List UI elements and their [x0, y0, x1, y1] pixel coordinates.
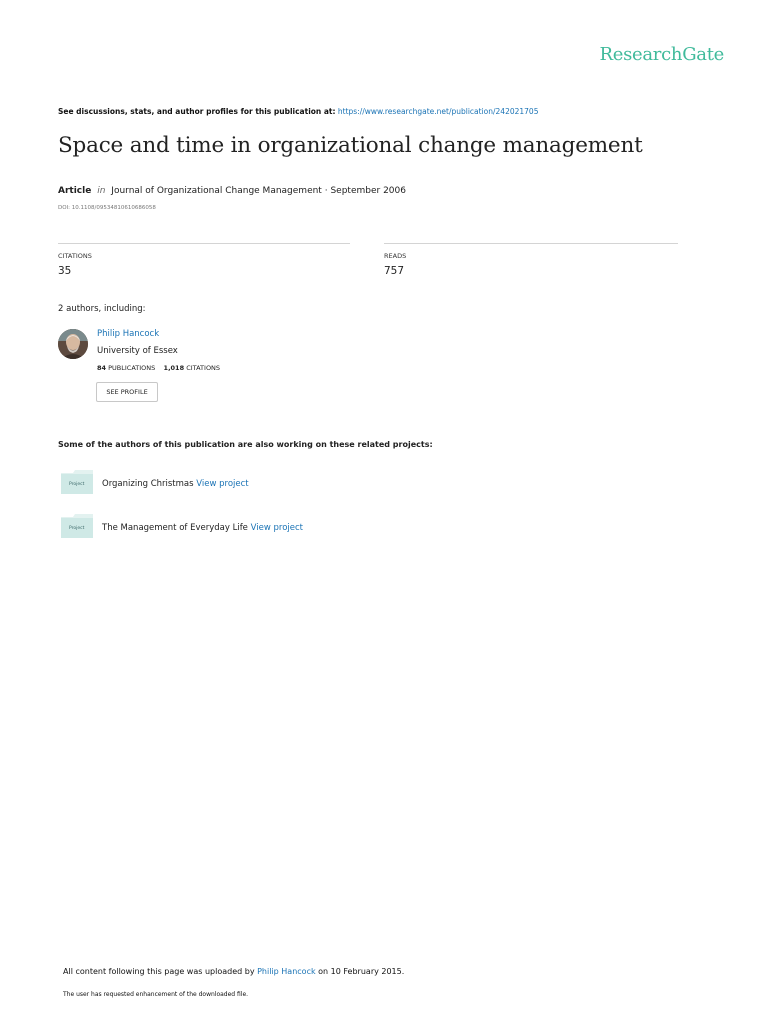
- see-profile-button[interactable]: SEE PROFILE: [96, 382, 158, 402]
- upload-prefix: All content following this page was uploaded by: [63, 967, 255, 976]
- project-folder-label: Project: [69, 526, 85, 531]
- reads-divider: [384, 243, 678, 244]
- upload-suffix: on 10 February 2015.: [318, 967, 405, 976]
- author-stats: [97, 364, 220, 372]
- upload-note: [63, 967, 404, 976]
- discussion-line: [58, 107, 538, 116]
- reads-label: READS: [384, 252, 407, 260]
- person-photo-icon: [58, 329, 88, 359]
- publication-type: Article: [58, 186, 92, 196]
- author-citations-label: CITATIONS: [186, 364, 221, 372]
- meta-in: in: [97, 186, 106, 196]
- project-name: Organizing Christmas: [102, 479, 194, 489]
- enhancement-note: The user has requested enhancement of the downloaded file.: [63, 991, 249, 998]
- list-item: [102, 523, 303, 533]
- researchgate-logo[interactable]: ResearchGate: [599, 44, 724, 65]
- journal-name: Journal of Organizational Change Management: [111, 186, 322, 196]
- discussion-label: See discussions, stats, and author profiles for this publication at:: [58, 107, 336, 116]
- publication-title: Space and time in organizational change management: [58, 133, 643, 158]
- citations-label: CITATIONS: [58, 252, 92, 260]
- meta-separator: ·: [324, 186, 328, 196]
- related-projects-heading: Some of the authors of this publication are also working on these related projects:: [58, 440, 433, 449]
- project-folder-icon: [61, 470, 93, 496]
- uploader-link[interactable]: Philip Hancock: [257, 967, 316, 976]
- doi: DOI: 10.1108/09534810610686058: [58, 205, 156, 211]
- publication-url-link[interactable]: https://www.researchgate.net/publication/242021705: [337, 107, 539, 116]
- view-project-link[interactable]: View project: [196, 479, 249, 489]
- view-project-link[interactable]: View project: [250, 523, 303, 533]
- publication-date: September 2006: [330, 186, 406, 196]
- project-name: The Management of Everyday Life: [102, 523, 248, 533]
- citations-value: 35: [58, 265, 72, 277]
- author-institution: University of Essex: [97, 346, 178, 356]
- project-folder-label: Project: [69, 482, 85, 487]
- author-publications-count: 84: [97, 364, 107, 372]
- citations-divider: [58, 243, 350, 244]
- publication-meta: [58, 186, 406, 196]
- author-name-link[interactable]: Philip Hancock: [97, 329, 160, 339]
- project-folder-icon: [61, 514, 93, 540]
- author-citations-count: 1,018: [163, 364, 185, 372]
- author-publications-label: PUBLICATIONS: [108, 364, 156, 372]
- reads-value: 757: [384, 265, 405, 277]
- list-item: [102, 479, 249, 489]
- authors-count: 2 authors, including:: [58, 304, 146, 314]
- avatar[interactable]: [58, 329, 88, 359]
